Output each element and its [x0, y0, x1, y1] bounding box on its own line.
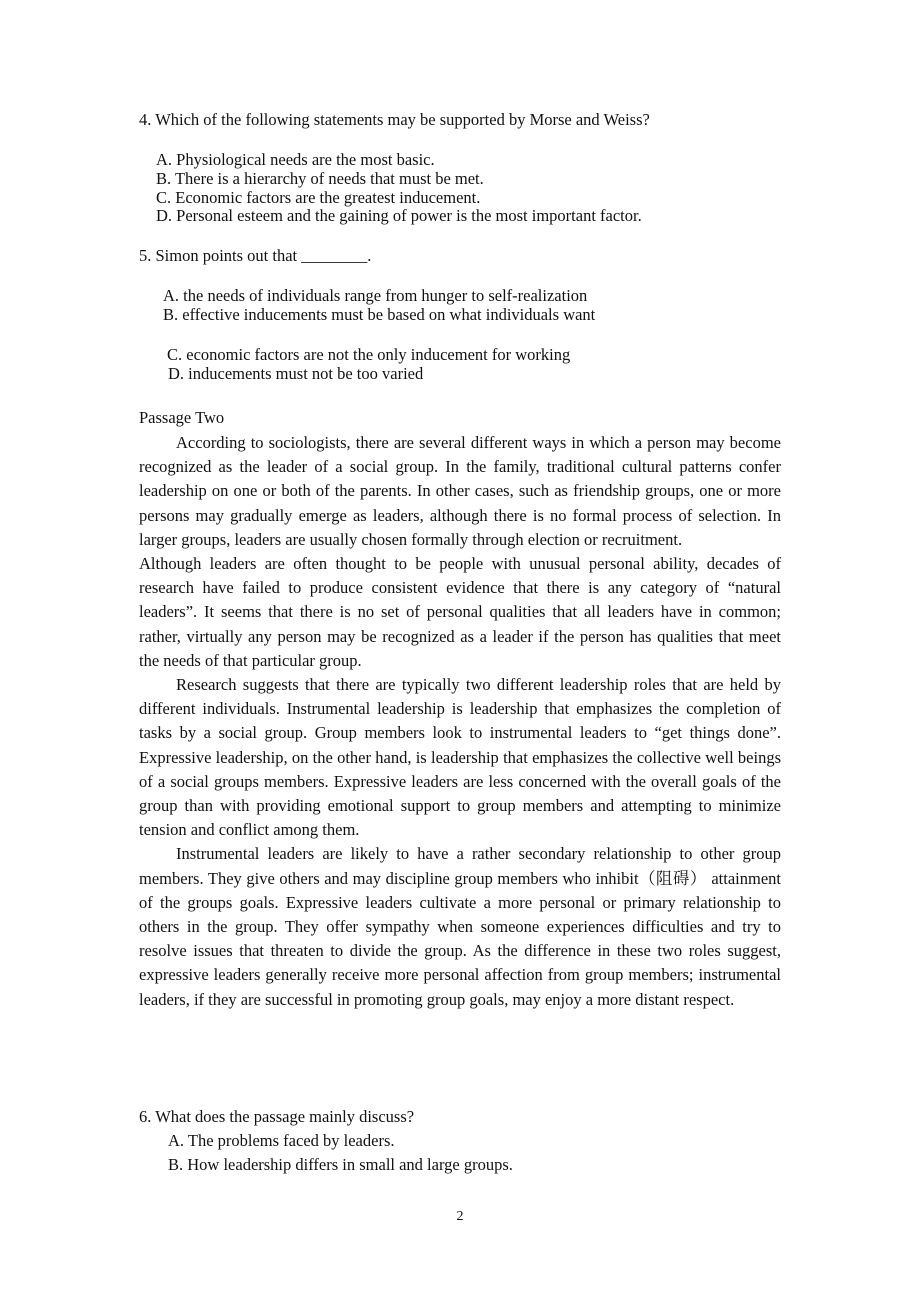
question-5-option-c: C. economic factors are not the only inducement for working — [167, 345, 571, 364]
question-6-option-b: B. How leadership differs in small and large groups. — [168, 1155, 513, 1174]
passage-paragraph: According to sociologists, there are several different ways in which a person may become recognized as the leader of a social group. In the family, traditional cultural patterns confer leadership on one or both of the parents. In other cases, such as friendship groups, one or more persons may gradually emerge as leaders, although there is no formal process of selection. In larger groups, leaders are usually chosen formally through election or recruitment. — [139, 433, 781, 549]
passage-title: Passage Two — [139, 408, 225, 427]
question-4-option-c: C. Economic factors are the greatest inducement. — [156, 188, 481, 207]
question-5-option-d: D. inducements must not be too varied — [168, 364, 424, 383]
question-5-option-b: B. effective inducements must be based on what individuals want — [163, 305, 596, 324]
question-4-option-a: A. Physiological needs are the most basic. — [156, 150, 435, 169]
question-4-stem: 4. Which of the following statements may be supported by Morse and Weiss? — [139, 110, 650, 129]
passage-body — [139, 431, 781, 1012]
passage-paragraph: Although leaders are often thought to be people with unusual personal ability, decades of research have failed to produce consistent evidence that there is any category of “natural leaders”. It seems that there is no set of personal qualities that all leaders have in common; rather, virtually any person may be recognized as a leader if the person has qualities that meet the needs of that particular group. — [139, 554, 781, 670]
question-4-option-d: D. Personal esteem and the gaining of power is the most important factor. — [156, 206, 642, 225]
question-5-stem: 5. Simon points out that ________. — [139, 246, 372, 265]
page-number: 2 — [456, 1209, 464, 1224]
question-4-option-b: B. There is a hierarchy of needs that must be met. — [156, 169, 484, 188]
question-6-stem: 6. What does the passage mainly discuss? — [139, 1107, 415, 1126]
question-5-option-a: A. the needs of individuals range from hunger to self-realization — [163, 286, 588, 305]
passage-paragraph: Instrumental leaders are likely to have a rather secondary relationship to other group members. They give others and may discipline group members who inhibit（阻碍） attainment of the groups goals. Expressive leaders cultivate a more personal or primary relationship to others in the group. They offer sympathy when someone experiences difficulties and try to resolve issues that threaten to divide the group. As the difference in these two roles suggest, expressive leaders generally receive more personal affection from group members; instrumental leaders, if they are successful in promoting group goals, may enjoy a more distant respect. — [139, 844, 781, 1009]
passage-paragraph: Research suggests that there are typically two different leadership roles that are held by different individuals. Instrumental leadership is leadership that emphasizes the completion of tasks by a social group. Group members look to instrumental leaders to “get things done”. Expressive leadership, on the other hand, is leadership that emphasizes the collective well beings of a social groups members. Expressive leaders are less concerned with the overall goals of the group than with providing emotional support to group members and attempting to minimize tension and conflict among them. — [139, 675, 781, 840]
question-6-option-a: A. The problems faced by leaders. — [168, 1131, 395, 1150]
